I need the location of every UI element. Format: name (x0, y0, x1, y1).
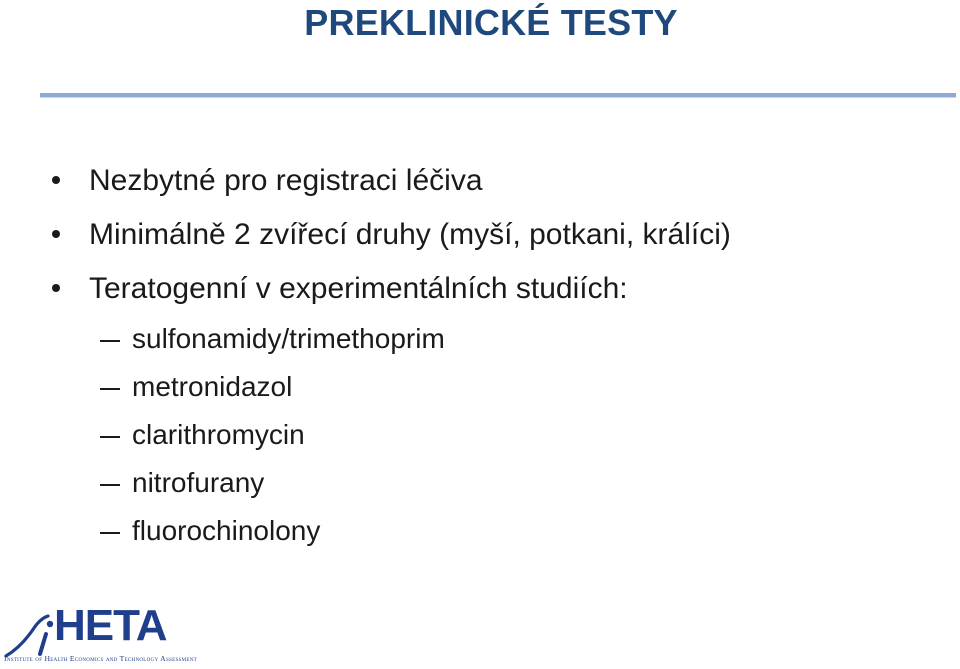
title-divider (40, 93, 956, 98)
sub-bullet-text: nitrofurany (132, 467, 265, 498)
sub-bullet-text: clarithromycin (132, 419, 305, 450)
bullet-icon (52, 230, 60, 238)
heta-logo (4, 601, 214, 666)
sub-bullet-text: metronidazol (132, 371, 293, 402)
bullet-text: Nezbytné pro registraci léčiva (89, 164, 483, 197)
dash-icon (100, 532, 120, 534)
bullet-text: Minimálně 2 zvířecí druhy (myší, potkani, králíci) (89, 218, 731, 251)
sub-bullet-text: fluorochinolony (132, 515, 321, 546)
dash-icon (100, 484, 120, 486)
bullet-icon (52, 176, 60, 184)
heta-logo-word: HETA (54, 601, 167, 650)
dash-icon (100, 436, 120, 438)
bullet-icon (52, 284, 60, 292)
dash-icon (100, 340, 120, 342)
slide-title: PREKLINICKÉ TESTY (304, 2, 678, 43)
sub-bullet-text: sulfonamidy/trimethoprim (132, 323, 445, 354)
heta-logo-tagline: Institute of Health Economics and Technology Assessment (4, 654, 197, 663)
heta-logo-mark-icon (4, 610, 56, 660)
bullet-text: Teratogenní v experimentálních studiích: (89, 272, 628, 305)
dash-icon (100, 388, 120, 390)
